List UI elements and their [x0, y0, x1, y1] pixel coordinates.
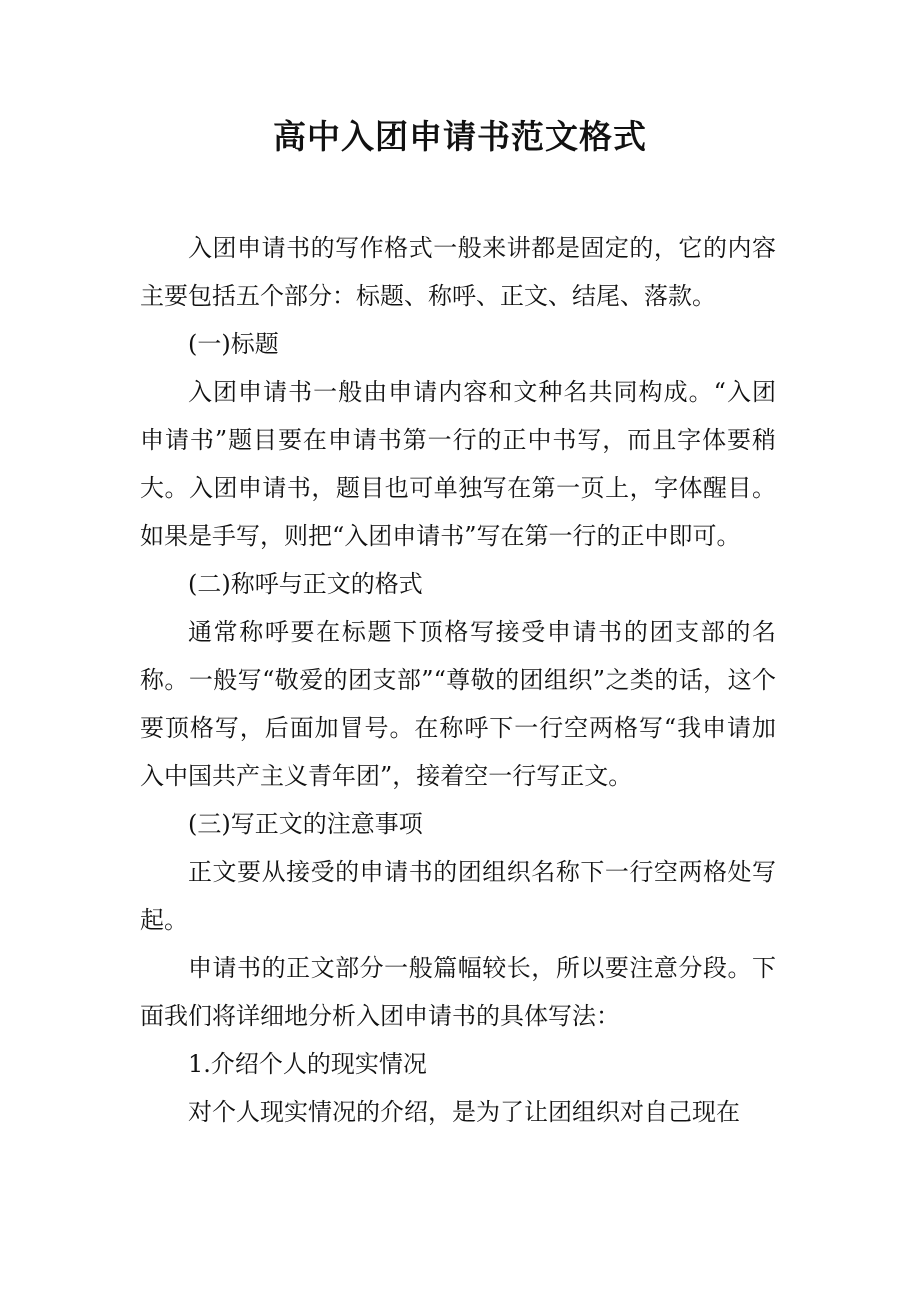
subheading-personal-situation: 1.介绍个人的现实情况 — [188, 1050, 427, 1078]
paragraph-title-format: 入团申请书一般由申请内容和文种名共同构成。“入团申请书”题目要在申请书第一行的正中书写，而且字体要稍大。入团申请书，题目也可单独写在第一页上，字体醒目。如果是手写，则把“入团申请书”写在第一行的正中即可。 — [140, 378, 776, 550]
section-heading-body-notes: (三)写正文的注意事项 — [188, 810, 423, 838]
section-heading-title: (一)标题 — [188, 330, 279, 358]
document-title: 高中入团申请书范文格式 — [273, 117, 647, 156]
section-heading-salutation: (二)称呼与正文的格式 — [188, 570, 423, 598]
paragraph-intro: 入团申请书的写作格式一般来讲都是固定的，它的内容主要包括五个部分：标题、称呼、正文、结尾、落款。 — [140, 234, 776, 310]
paragraph-body-length: 申请书的正文部分一般篇幅较长，所以要注意分段。下面我们将详细地分析入团申请书的具体写法： — [140, 954, 776, 1030]
paragraph-body-start: 正文要从接受的申请书的团组织名称下一行空两格处写起。 — [140, 858, 776, 934]
paragraph-salutation-format: 通常称呼要在标题下顶格写接受申请书的团支部的名称。一般写“敬爱的团支部”“尊敬的团组织”之类的话，这个要顶格写，后面加冒号。在称呼下一行空两格写“我申请加入中国共产主义青年团”，接着空一行写正文。 — [140, 618, 776, 790]
document-body — [140, 224, 776, 1136]
paragraph-personal-situation: 对个人现实情况的介绍，是为了让团组织对自己现在 — [188, 1098, 740, 1126]
